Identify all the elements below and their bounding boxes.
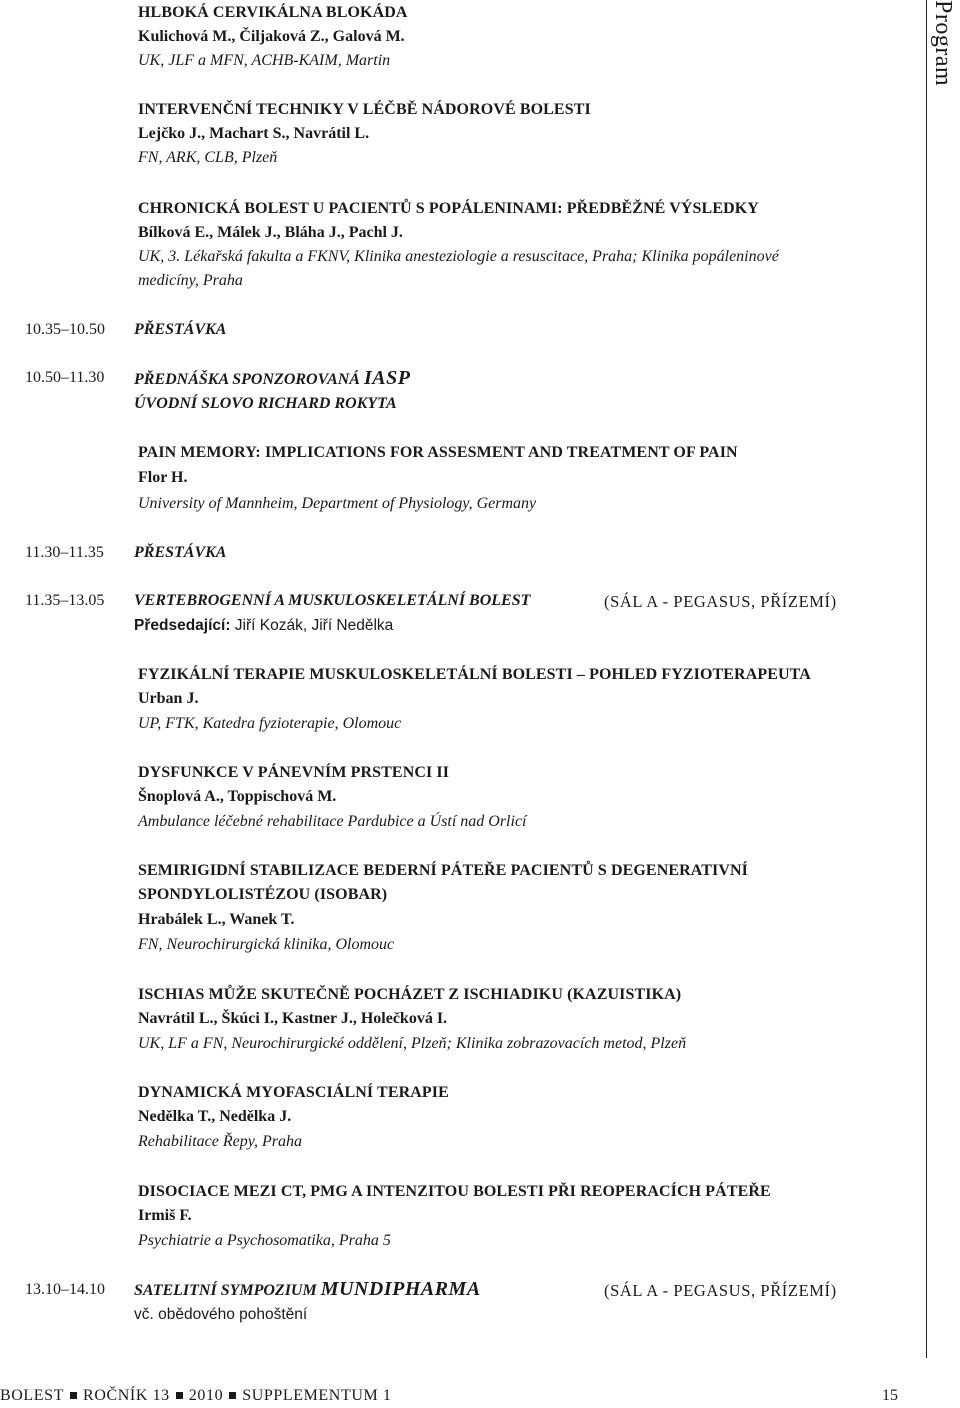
satellite-note: vč. obědového pohoštění	[134, 1306, 308, 1323]
talk-authors: Kulichová M., Čiljaková Z., Galová M.	[138, 28, 405, 45]
talk-authors: Irmiš F.	[138, 1207, 192, 1224]
talk-title: PAIN MEMORY: IMPLICATIONS FOR ASSESMENT AND TREATMENT OF PAIN	[138, 444, 738, 461]
break-label: PŘESTÁVKA	[134, 544, 227, 561]
talk-affiliation: UK, LF a FN, Neurochirurgické oddělení, Plzeň; Klinika zobrazovacích metod, Plzeň	[138, 1035, 687, 1052]
sponsor-name: IASP	[363, 367, 411, 389]
lecture-label: PŘEDNÁŠKA SPONZOROVANÁ IASP	[134, 367, 411, 389]
talk-authors: Urban J.	[138, 690, 199, 707]
talk-affiliation: Psychiatrie a Psychosomatika, Praha 5	[138, 1232, 391, 1249]
lecture-intro: ÚVODNÍ SLOVO RICHARD ROKYTA	[134, 395, 397, 412]
talk-title: DISOCIACE MEZI CT, PMG A INTENZITOU BOLESTI PŘI REOPERACÍCH PÁTEŘE	[138, 1183, 771, 1200]
page-number: 15	[882, 1387, 898, 1404]
talk-title: SEMIRIGIDNÍ STABILIZACE BEDERNÍ PÁTEŘE PACIENTŮ S DEGENERATIVNÍ	[138, 862, 748, 879]
talk-title: FYZIKÁLNÍ TERAPIE MUSKULOSKELETÁLNÍ BOLESTI – POHLED FYZIOTERAPEUTA	[138, 666, 811, 683]
talk-affiliation: FN, ARK, CLB, Plzeň	[138, 149, 278, 166]
square-bullet-icon	[176, 1392, 183, 1399]
time-slot: 11.35–13.05	[25, 592, 105, 609]
sponsor-name: MUNDIPHARMA	[320, 1278, 481, 1300]
talk-affiliation: UK, JLF a MFN, ACHB-KAIM, Martin	[138, 52, 391, 69]
talk-title: CHRONICKÁ BOLEST U PACIENTŮ S POPÁLENINAMI: PŘEDBĚŽNÉ VÝSLEDKY	[138, 200, 759, 217]
talk-authors: Šnoplová A., Toppischová M.	[138, 788, 337, 805]
session-title: VERTEBROGENNÍ A MUSKULOSKELETÁLNÍ BOLEST	[134, 592, 531, 609]
talk-authors: Navrátil L., Škúci I., Kastner J., Holečková I.	[138, 1010, 448, 1027]
talk-affiliation: FN, Neurochirurgická klinika, Olomouc	[138, 936, 395, 953]
square-bullet-icon	[70, 1392, 77, 1399]
session-chairs: Předsedající: Jiří Kozák, Jiří Nedělka	[134, 617, 394, 634]
side-rule	[926, 0, 927, 1358]
talk-affiliation: Ambulance léčebné rehabilitace Pardubice a Ústí nad Orlicí	[138, 813, 527, 830]
square-bullet-icon	[229, 1392, 236, 1399]
time-slot: 10.50–11.30	[25, 369, 105, 386]
talk-authors: Bílková E., Málek J., Bláha J., Pachl J.	[138, 224, 403, 241]
break-label: PŘESTÁVKA	[134, 321, 227, 338]
time-slot: 11.30–11.35	[25, 544, 104, 561]
talk-authors: Nedělka T., Nedělka J.	[138, 1108, 292, 1125]
talk-title-cont: SPONDYLOLISTÉZOU (ISOBAR)	[138, 886, 388, 903]
section-label: Program	[930, 0, 956, 87]
talk-affiliation: UP, FTK, Katedra fyzioterapie, Olomouc	[138, 715, 402, 732]
talk-title: HLBOKÁ CERVIKÁLNA BLOKÁDA	[138, 4, 408, 21]
room-label: (SÁL A - PEGASUS, PŘÍZEMÍ)	[604, 1281, 837, 1300]
time-slot: 13.10–14.10	[25, 1281, 105, 1298]
time-slot: 10.35–10.50	[25, 321, 105, 338]
talk-affiliation-cont: medicíny, Praha	[138, 272, 243, 289]
talk-title: INTERVENČNÍ TECHNIKY V LÉČBĚ NÁDOROVÉ BOLESTI	[138, 101, 591, 118]
satellite-title: SATELITNÍ SYMPOZIUM MUNDIPHARMA	[134, 1278, 481, 1300]
talk-affiliation: Rehabilitace Řepy, Praha	[138, 1133, 302, 1150]
talk-authors: Hrabálek L., Wanek T.	[138, 911, 295, 928]
footer-journal: BOLEST ROČNÍK 13 2010 SUPPLEMENTUM 1	[0, 1387, 392, 1404]
talk-title: DYSFUNKCE V PÁNEVNÍM PRSTENCI II	[138, 764, 450, 781]
talk-title: ISCHIAS MŮŽE SKUTEČNĚ POCHÁZET Z ISCHIADIKU (KAZUISTIKA)	[138, 986, 682, 1003]
talk-authors: Lejčko J., Machart S., Navrátil L.	[138, 125, 370, 142]
room-label: (SÁL A - PEGASUS, PŘÍZEMÍ)	[604, 592, 837, 611]
talk-affiliation: University of Mannheim, Department of Physiology, Germany	[138, 495, 537, 512]
talk-affiliation: UK, 3. Lékařská fakulta a FKNV, Klinika anesteziologie a resuscitace, Praha; Klinika popáleninové	[138, 248, 779, 265]
page-footer	[0, 1386, 960, 1408]
talk-title: DYNAMICKÁ MYOFASCIÁLNÍ TERAPIE	[138, 1084, 449, 1101]
talk-authors: Flor H.	[138, 469, 188, 486]
